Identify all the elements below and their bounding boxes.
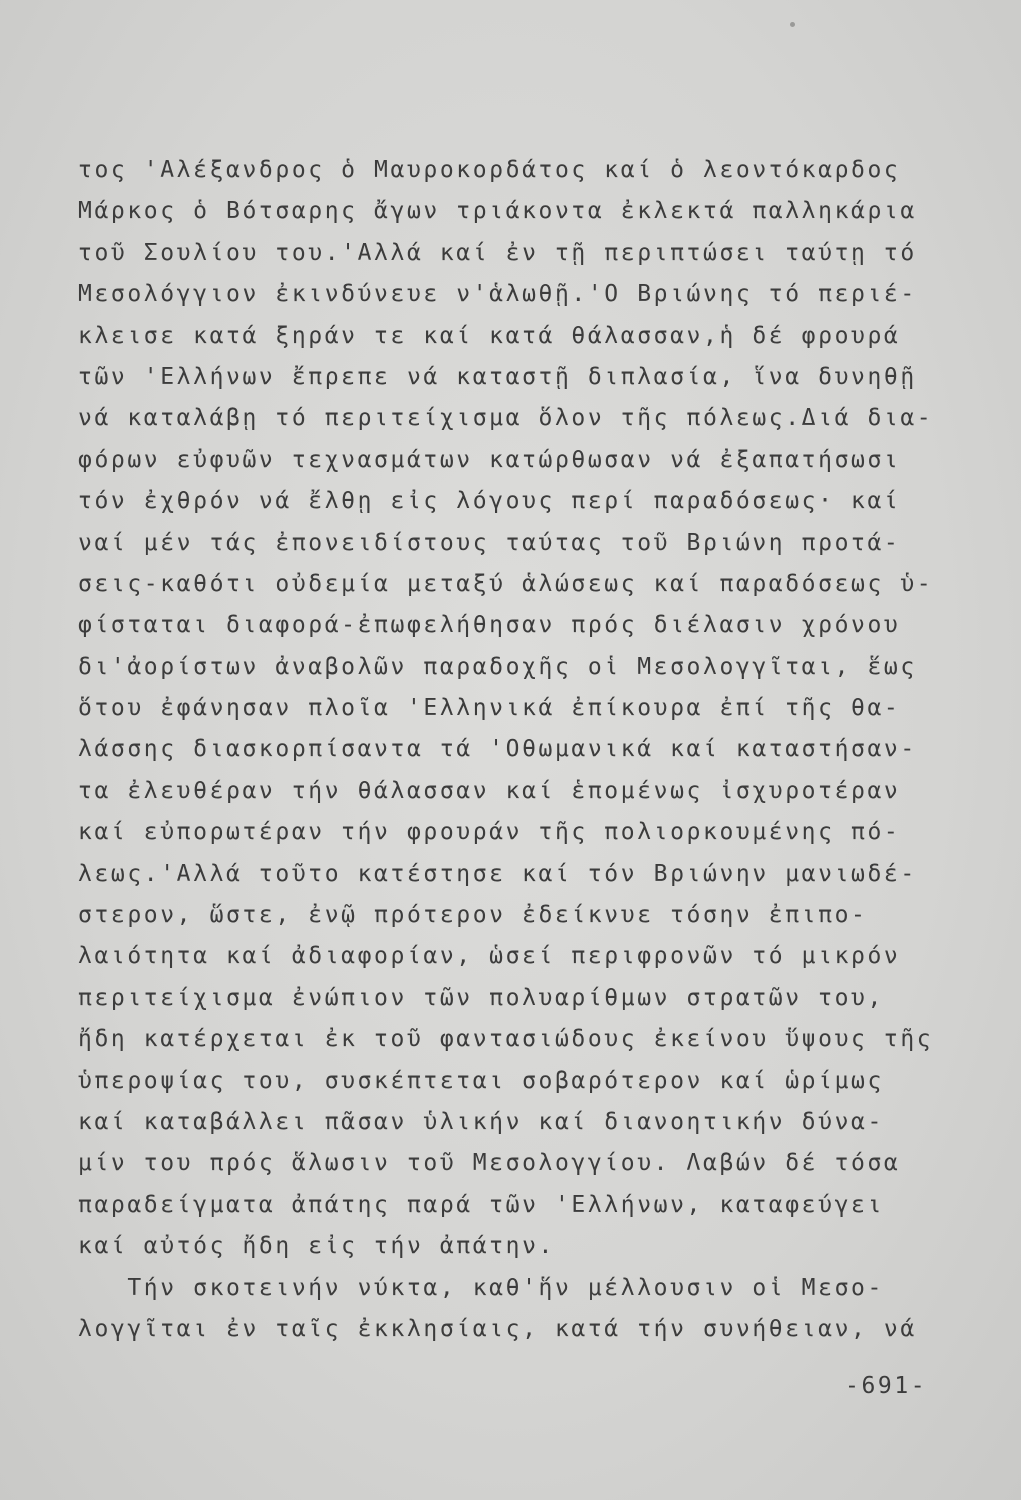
text-line: ὅτου ἐφάνησαν πλοῖα 'Ελληνικά ἐπίκουρα ἐπί τῆς θα- [78, 695, 901, 722]
text-line: κλεισε κατά ξηράν τε καί κατά θάλασσαν,ἡ δέ φρουρά [78, 322, 901, 349]
text-line: τος 'Αλέξανδρος ὁ Μαυροκορδάτος καί ὁ λεοντόκαρδος [78, 157, 901, 183]
text-line: σεις-καθότι οὐδεμία μεταξύ ἁλώσεως καί παραδόσεως ὑ- [78, 570, 934, 597]
paper-speck [790, 22, 795, 27]
text-line: ἤδη κατέρχεται ἐκ τοῦ φαντασιώδους ἐκείνου ὕψους τῆς [78, 1026, 934, 1053]
text-line: νά καταλάβῃ τό περιτείχισμα ὅλον τῆς πόλεως.Διά δια- [78, 405, 934, 432]
text-line: δι'ἀορίστων ἀναβολῶν παραδοχῆς οἱ Μεσολογγῖται, ἕως [78, 653, 917, 680]
body-text [78, 150, 948, 1350]
text-line: λαιότητα καί ἀδιαφορίαν, ὡσεί περιφρονῶν τό μικρόν [78, 943, 901, 970]
text-line: λάσσης διασκορπίσαντα τά 'Οθωμανικά καί καταστήσαν- [78, 736, 917, 763]
text-line: τοῦ Σουλίου του.'Αλλά καί ἐν τῇ περιπτώσει ταύτῃ τό [78, 239, 917, 266]
text-line: φίσταται διαφορά-ἐπωφελήθησαν πρός διέλασιν χρόνου [78, 612, 901, 639]
text-line: Μεσολόγγιον ἐκινδύνευε ν'ἁλωθῇ.'Ο Βριώνης τό περιέ- [78, 281, 917, 308]
text-line: καί αὐτός ἤδη εἰς τήν ἀπάτην. [78, 1233, 555, 1260]
text-line: μίν του πρός ἅλωσιν τοῦ Μεσολογγίου. Λαβών δέ τόσα [78, 1150, 901, 1177]
page-number: -691- [845, 1373, 928, 1399]
text-line: λεως.'Αλλά τοῦτο κατέστησε καί τόν Βριώνην μανιωδέ- [78, 860, 917, 887]
text-line: ὑπεροψίας του, συσκέπτεται σοβαρότερον καί ὡρίμως [78, 1067, 884, 1094]
text-line: Τήν σκοτεινήν νύκτα, καθ'ἥν μέλλουσιν οἱ Μεσο- [78, 1274, 884, 1301]
text-line: καί εὐπορωτέραν τήν φρουράν τῆς πολιορκουμένης πό- [78, 819, 901, 846]
text-line: φόρων εὐφυῶν τεχνασμάτων κατώρθωσαν νά ἐξαπατήσωσι [78, 446, 901, 473]
text-line: στερον, ὥστε, ἐνῷ πρότερον ἐδείκνυε τόσην ἐπιπο- [78, 902, 868, 929]
text-line: παραδείγματα ἀπάτης παρά τῶν 'Ελλήνων, καταφεύγει [78, 1191, 884, 1218]
text-line: τῶν 'Ελλήνων ἔπρεπε νά καταστῇ διπλασία, ἵνα δυνηθῇ [78, 363, 917, 390]
text-line: τα ἐλευθέραν τήν θάλασσαν καί ἑπομένως ἰσχυροτέραν [78, 777, 901, 804]
text-line: ναί μέν τάς ἐπονειδίστους ταύτας τοῦ Βριώνη προτά- [78, 529, 901, 556]
text-line: Μάρκος ὁ Βότσαρης ἄγων τριάκοντα ἐκλεκτά παλληκάρια [78, 198, 917, 225]
text-line: περιτείχισμα ἐνώπιον τῶν πολυαρίθμων στρατῶν του, [78, 984, 884, 1011]
text-line: καί καταβάλλει πᾶσαν ὑλικήν καί διανοητικήν δύνα- [78, 1108, 884, 1135]
text-line: τόν ἐχθρόν νά ἔλθῃ εἰς λόγους περί παραδόσεως· καί [78, 488, 901, 515]
text-line: λογγῖται ἐν ταῖς ἐκκλησίαις, κατά τήν συνήθειαν, νά [78, 1315, 917, 1342]
